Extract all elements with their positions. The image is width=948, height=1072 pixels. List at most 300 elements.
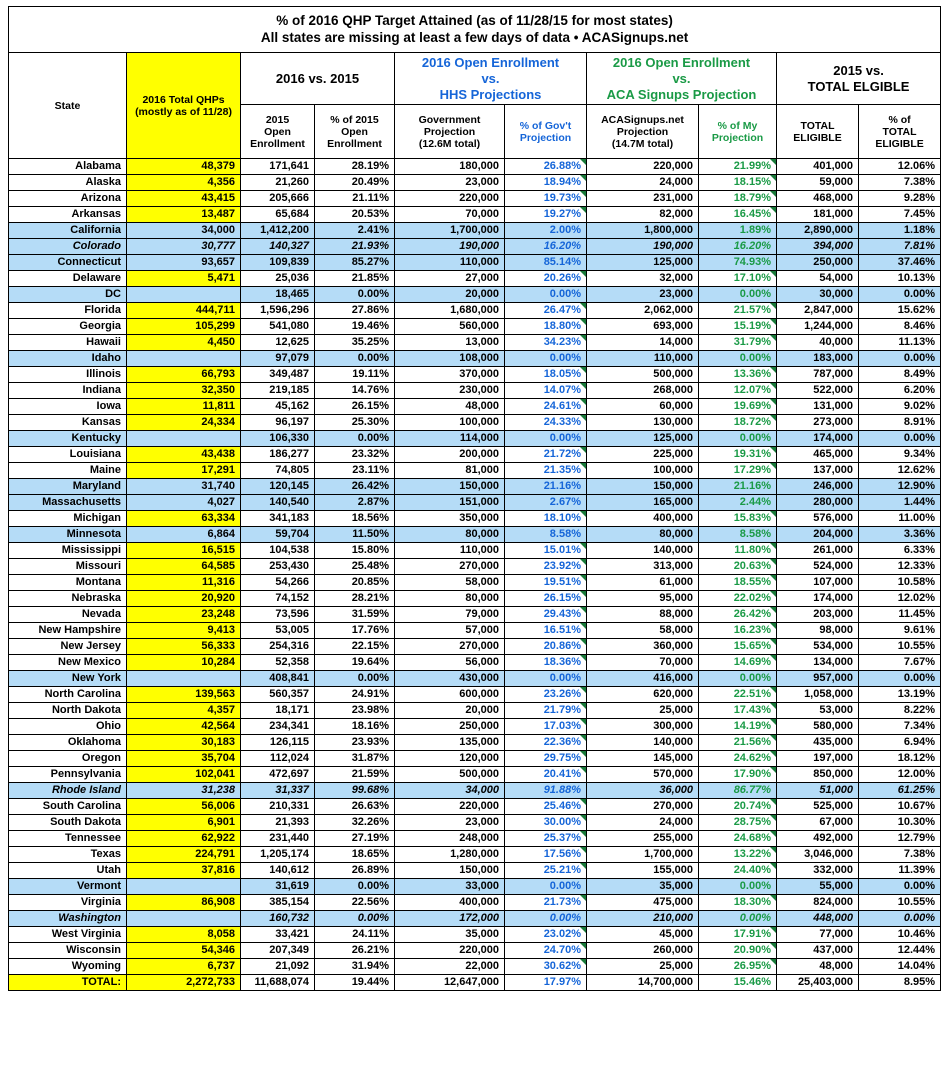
row-pct-my-projection: 28.75% xyxy=(699,815,777,831)
row-state: Delaware xyxy=(9,271,127,287)
row-total-eligible: 55,000 xyxy=(777,879,859,895)
row-pct-total-eligible: 37.46% xyxy=(859,255,941,271)
row-pct-2015: 0.00% xyxy=(315,287,395,303)
row-total-eligible: 534,000 xyxy=(777,639,859,655)
row-pct-gov-projection: 17.03% xyxy=(505,719,587,735)
row-government-projection: 23,000 xyxy=(395,175,505,191)
row-pct-my-projection: 17.29% xyxy=(699,463,777,479)
row-2015-open-enrollment: 385,154 xyxy=(241,895,315,911)
header-pcteli-line1: % of xyxy=(888,113,911,126)
row-total-qhps xyxy=(127,671,241,687)
row-pct-gov-projection: 20.41% xyxy=(505,767,587,783)
row-acasignups-projection: 270,000 xyxy=(587,799,699,815)
table-row xyxy=(9,751,941,767)
row-pct-gov-projection: 34.23% xyxy=(505,335,587,351)
row-pct-total-eligible: 10.13% xyxy=(859,271,941,287)
row-total-eligible: 522,000 xyxy=(777,383,859,399)
header-total-qhps-line2: (mostly as of 11/28) xyxy=(135,105,232,118)
row-pct-gov-projection: 25.21% xyxy=(505,863,587,879)
row-2015-open-enrollment: 12,625 xyxy=(241,335,315,351)
row-acasignups-projection: 36,000 xyxy=(587,783,699,799)
row-total-eligible: 448,000 xyxy=(777,911,859,927)
row-total-eligible: 30,000 xyxy=(777,287,859,303)
table-row xyxy=(9,255,941,271)
row-acasignups-projection: 190,000 xyxy=(587,239,699,255)
row-state: Georgia xyxy=(9,319,127,335)
row-total-eligible: 787,000 xyxy=(777,367,859,383)
row-acasignups-projection: 268,000 xyxy=(587,383,699,399)
row-government-projection: 80,000 xyxy=(395,527,505,543)
row-government-projection: 35,000 xyxy=(395,927,505,943)
row-pct-my-projection: 17.10% xyxy=(699,271,777,287)
row-total-eligible: 54,000 xyxy=(777,271,859,287)
row-2015-open-enrollment: 59,704 xyxy=(241,527,315,543)
row-total-eligible: 107,000 xyxy=(777,575,859,591)
header-total-eligible xyxy=(777,105,859,159)
row-total-qhps: 34,000 xyxy=(127,223,241,239)
row-total-qhps: 6,864 xyxy=(127,527,241,543)
row-pct-gov-projection: 30.00% xyxy=(505,815,587,831)
row-total-eligible: 273,000 xyxy=(777,415,859,431)
row-pct-gov-projection: 18.80% xyxy=(505,319,587,335)
row-pct-gov-projection: 16.51% xyxy=(505,623,587,639)
row-pct-gov-projection: 21.35% xyxy=(505,463,587,479)
row-pct-gov-projection: 16.20% xyxy=(505,239,587,255)
row-acasignups-projection: 620,000 xyxy=(587,687,699,703)
row-total-qhps: 31,740 xyxy=(127,479,241,495)
row-pct-gov-projection: 0.00% xyxy=(505,879,587,895)
row-2015-open-enrollment: 21,393 xyxy=(241,815,315,831)
table-row xyxy=(9,607,941,623)
row-state: Massachusetts xyxy=(9,495,127,511)
row-pct-gov-projection: 18.10% xyxy=(505,511,587,527)
row-2015-open-enrollment: 160,732 xyxy=(241,911,315,927)
row-acasignups-projection: 260,000 xyxy=(587,943,699,959)
row-pct-gov-projection: 24.33% xyxy=(505,415,587,431)
header-eligible-line2: ELIGIBLE xyxy=(793,131,842,144)
row-2015-open-enrollment: 18,171 xyxy=(241,703,315,719)
row-pct-total-eligible: 6.33% xyxy=(859,543,941,559)
row-2015-open-enrollment: 33,421 xyxy=(241,927,315,943)
row-2015-open-enrollment: 1,205,174 xyxy=(241,847,315,863)
total-row xyxy=(9,975,941,991)
row-pct-total-eligible: 0.00% xyxy=(859,351,941,367)
row-state: Rhode Island xyxy=(9,783,127,799)
row-pct-gov-projection: 19.27% xyxy=(505,207,587,223)
row-total-qhps: 35,704 xyxy=(127,751,241,767)
row-pct-2015: 0.00% xyxy=(315,911,395,927)
header-acasignups-projection xyxy=(587,105,699,159)
row-2015-open-enrollment: 25,036 xyxy=(241,271,315,287)
row-pct-my-projection: 26.42% xyxy=(699,607,777,623)
row-pct-my-projection: 26.95% xyxy=(699,959,777,975)
table-row xyxy=(9,543,941,559)
row-pct-2015: 21.11% xyxy=(315,191,395,207)
row-acasignups-projection: 25,000 xyxy=(587,959,699,975)
row-pct-gov-projection: 18.94% xyxy=(505,175,587,191)
row-state: Maine xyxy=(9,463,127,479)
row-2015-open-enrollment: 74,152 xyxy=(241,591,315,607)
row-pct-total-eligible: 0.00% xyxy=(859,879,941,895)
row-pct-total-eligible: 8.22% xyxy=(859,703,941,719)
row-pct-2015: 0.00% xyxy=(315,671,395,687)
group-hhs-line1: 2016 Open Enrollment xyxy=(421,54,560,70)
row-government-projection: 70,000 xyxy=(395,207,505,223)
row-pct-2015: 19.11% xyxy=(315,367,395,383)
row-total-eligible: 957,000 xyxy=(777,671,859,687)
row-pct-gov-projection: 30.62% xyxy=(505,959,587,975)
row-acasignups-projection: 58,000 xyxy=(587,623,699,639)
row-pct-my-projection: 15.65% xyxy=(699,639,777,655)
group-aca-line1: 2016 Open Enrollment xyxy=(612,54,751,70)
row-government-projection: 58,000 xyxy=(395,575,505,591)
row-government-projection: 150,000 xyxy=(395,863,505,879)
row-pct-2015: 0.00% xyxy=(315,431,395,447)
row-pct-my-projection: 86.77% xyxy=(699,783,777,799)
row-acasignups-projection: 2,062,000 xyxy=(587,303,699,319)
table-row xyxy=(9,799,941,815)
row-2015-open-enrollment: 96,197 xyxy=(241,415,315,431)
title-line-2: All states are missing at least a few days of data • ACASignups.net xyxy=(260,30,689,45)
row-2015-open-enrollment: 472,697 xyxy=(241,767,315,783)
total-pct-gov-projection: 17.97% xyxy=(505,975,587,991)
row-acasignups-projection: 80,000 xyxy=(587,527,699,543)
header-eligible-line1: TOTAL xyxy=(800,119,835,132)
row-pct-total-eligible: 12.62% xyxy=(859,463,941,479)
row-pct-total-eligible: 1.44% xyxy=(859,495,941,511)
header-gov-line2: Projection xyxy=(423,125,476,138)
table-row xyxy=(9,559,941,575)
row-2015-open-enrollment: 341,183 xyxy=(241,511,315,527)
row-government-projection: 110,000 xyxy=(395,255,505,271)
row-pct-my-projection: 21.57% xyxy=(699,303,777,319)
row-pct-2015: 32.26% xyxy=(315,815,395,831)
row-pct-gov-projection: 26.88% xyxy=(505,159,587,175)
row-state: Virginia xyxy=(9,895,127,911)
table-row xyxy=(9,671,941,687)
row-state: Texas xyxy=(9,847,127,863)
row-total-eligible: 59,000 xyxy=(777,175,859,191)
row-government-projection: 56,000 xyxy=(395,655,505,671)
table-row xyxy=(9,767,941,783)
row-pct-total-eligible: 6.20% xyxy=(859,383,941,399)
group-aca-line3: ACA Signups Projection xyxy=(606,86,757,102)
row-total-eligible: 1,244,000 xyxy=(777,319,859,335)
table-row xyxy=(9,447,941,463)
row-state: Alaska xyxy=(9,175,127,191)
row-government-projection: 151,000 xyxy=(395,495,505,511)
row-total-eligible: 401,000 xyxy=(777,159,859,175)
row-2015-open-enrollment: 74,805 xyxy=(241,463,315,479)
row-pct-my-projection: 20.90% xyxy=(699,943,777,959)
row-total-eligible: 437,000 xyxy=(777,943,859,959)
row-pct-2015: 11.50% xyxy=(315,527,395,543)
row-acasignups-projection: 24,000 xyxy=(587,815,699,831)
row-total-eligible: 580,000 xyxy=(777,719,859,735)
table-row xyxy=(9,831,941,847)
row-pct-total-eligible: 9.61% xyxy=(859,623,941,639)
row-government-projection: 57,000 xyxy=(395,623,505,639)
row-acasignups-projection: 570,000 xyxy=(587,767,699,783)
row-acasignups-projection: 210,000 xyxy=(587,911,699,927)
row-acasignups-projection: 61,000 xyxy=(587,575,699,591)
row-pct-my-projection: 20.74% xyxy=(699,799,777,815)
row-state: California xyxy=(9,223,127,239)
header-oe2015-line1: 2015 xyxy=(265,113,290,126)
row-pct-total-eligible: 12.00% xyxy=(859,767,941,783)
row-pct-my-projection: 18.15% xyxy=(699,175,777,191)
total-total-eligible: 25,403,000 xyxy=(777,975,859,991)
row-government-projection: 150,000 xyxy=(395,479,505,495)
row-government-projection: 400,000 xyxy=(395,895,505,911)
row-government-projection: 500,000 xyxy=(395,767,505,783)
row-state: Nebraska xyxy=(9,591,127,607)
row-acasignups-projection: 225,000 xyxy=(587,447,699,463)
row-government-projection: 248,000 xyxy=(395,831,505,847)
row-total-qhps: 444,711 xyxy=(127,303,241,319)
row-total-qhps: 30,183 xyxy=(127,735,241,751)
row-government-projection: 560,000 xyxy=(395,319,505,335)
row-pct-total-eligible: 10.58% xyxy=(859,575,941,591)
row-pct-gov-projection: 23.26% xyxy=(505,687,587,703)
row-government-projection: 220,000 xyxy=(395,943,505,959)
table-row xyxy=(9,495,941,511)
row-government-projection: 190,000 xyxy=(395,239,505,255)
row-pct-gov-projection: 18.36% xyxy=(505,655,587,671)
row-pct-gov-projection: 22.36% xyxy=(505,735,587,751)
row-state: Wyoming xyxy=(9,959,127,975)
row-government-projection: 350,000 xyxy=(395,511,505,527)
row-total-qhps: 224,791 xyxy=(127,847,241,863)
row-total-eligible: 280,000 xyxy=(777,495,859,511)
row-2015-open-enrollment: 31,619 xyxy=(241,879,315,895)
row-pct-gov-projection: 21.16% xyxy=(505,479,587,495)
qhp-table xyxy=(8,6,941,991)
row-government-projection: 220,000 xyxy=(395,191,505,207)
row-pct-gov-projection: 21.73% xyxy=(505,895,587,911)
row-pct-my-projection: 18.55% xyxy=(699,575,777,591)
row-pct-total-eligible: 61.25% xyxy=(859,783,941,799)
table-row xyxy=(9,639,941,655)
row-pct-gov-projection: 85.14% xyxy=(505,255,587,271)
table-row xyxy=(9,207,941,223)
table-row xyxy=(9,175,941,191)
table-row xyxy=(9,367,941,383)
row-government-projection: 27,000 xyxy=(395,271,505,287)
row-government-projection: 79,000 xyxy=(395,607,505,623)
row-pct-total-eligible: 0.00% xyxy=(859,431,941,447)
row-2015-open-enrollment: 45,162 xyxy=(241,399,315,415)
row-2015-open-enrollment: 73,596 xyxy=(241,607,315,623)
row-pct-total-eligible: 9.02% xyxy=(859,399,941,415)
row-total-qhps: 23,248 xyxy=(127,607,241,623)
header-gov-line1: Government xyxy=(418,113,481,126)
row-pct-my-projection: 19.69% xyxy=(699,399,777,415)
group-eligible-line2: TOTAL ELGIBLE xyxy=(807,78,910,94)
row-total-qhps: 56,333 xyxy=(127,639,241,655)
row-pct-total-eligible: 14.04% xyxy=(859,959,941,975)
row-acasignups-projection: 88,000 xyxy=(587,607,699,623)
header-aca-line3: (14.7M total) xyxy=(611,137,674,150)
table-row xyxy=(9,527,941,543)
row-government-projection: 20,000 xyxy=(395,703,505,719)
row-pct-gov-projection: 2.67% xyxy=(505,495,587,511)
row-acasignups-projection: 125,000 xyxy=(587,431,699,447)
row-total-qhps: 9,413 xyxy=(127,623,241,639)
table-row xyxy=(9,223,941,239)
row-total-qhps: 66,793 xyxy=(127,367,241,383)
row-government-projection: 22,000 xyxy=(395,959,505,975)
row-acasignups-projection: 400,000 xyxy=(587,511,699,527)
row-pct-2015: 23.32% xyxy=(315,447,395,463)
row-pct-my-projection: 1.89% xyxy=(699,223,777,239)
row-government-projection: 100,000 xyxy=(395,415,505,431)
row-pct-total-eligible: 12.79% xyxy=(859,831,941,847)
row-total-qhps xyxy=(127,911,241,927)
table-row xyxy=(9,687,941,703)
row-pct-2015: 0.00% xyxy=(315,879,395,895)
row-pct-2015: 24.91% xyxy=(315,687,395,703)
table-row xyxy=(9,847,941,863)
table-row xyxy=(9,911,941,927)
row-pct-gov-projection: 24.61% xyxy=(505,399,587,415)
row-pct-total-eligible: 1.18% xyxy=(859,223,941,239)
row-state: Arizona xyxy=(9,191,127,207)
table-row xyxy=(9,191,941,207)
row-pct-total-eligible: 13.19% xyxy=(859,687,941,703)
row-pct-gov-projection: 18.05% xyxy=(505,367,587,383)
row-pct-2015: 17.76% xyxy=(315,623,395,639)
row-total-qhps: 54,346 xyxy=(127,943,241,959)
row-pct-gov-projection: 0.00% xyxy=(505,351,587,367)
row-acasignups-projection: 60,000 xyxy=(587,399,699,415)
row-acasignups-projection: 125,000 xyxy=(587,255,699,271)
row-pct-total-eligible: 10.46% xyxy=(859,927,941,943)
row-pct-my-projection: 31.79% xyxy=(699,335,777,351)
row-state: Nevada xyxy=(9,607,127,623)
table-row xyxy=(9,879,941,895)
row-pct-2015: 31.87% xyxy=(315,751,395,767)
row-pct-my-projection: 16.20% xyxy=(699,239,777,255)
row-pct-my-projection: 0.00% xyxy=(699,351,777,367)
row-2015-open-enrollment: 560,357 xyxy=(241,687,315,703)
row-pct-2015: 0.00% xyxy=(315,351,395,367)
row-pct-2015: 27.19% xyxy=(315,831,395,847)
row-state: Louisiana xyxy=(9,447,127,463)
row-government-projection: 120,000 xyxy=(395,751,505,767)
row-pct-total-eligible: 7.38% xyxy=(859,847,941,863)
row-pct-total-eligible: 7.81% xyxy=(859,239,941,255)
row-total-qhps xyxy=(127,879,241,895)
row-pct-total-eligible: 12.02% xyxy=(859,591,941,607)
row-2015-open-enrollment: 109,839 xyxy=(241,255,315,271)
row-pct-gov-projection: 26.47% xyxy=(505,303,587,319)
title-row xyxy=(9,7,941,53)
table-row xyxy=(9,431,941,447)
row-government-projection: 220,000 xyxy=(395,799,505,815)
row-pct-total-eligible: 12.33% xyxy=(859,559,941,575)
row-pct-total-eligible: 3.36% xyxy=(859,527,941,543)
row-pct-my-projection: 16.23% xyxy=(699,623,777,639)
total-qhps: 2,272,733 xyxy=(127,975,241,991)
row-government-projection: 180,000 xyxy=(395,159,505,175)
row-total-qhps: 30,777 xyxy=(127,239,241,255)
row-total-qhps xyxy=(127,287,241,303)
row-government-projection: 110,000 xyxy=(395,543,505,559)
row-pct-2015: 99.68% xyxy=(315,783,395,799)
row-pct-2015: 20.53% xyxy=(315,207,395,223)
row-state: Kansas xyxy=(9,415,127,431)
row-pct-gov-projection: 0.00% xyxy=(505,911,587,927)
row-pct-my-projection: 13.36% xyxy=(699,367,777,383)
row-pct-gov-projection: 26.15% xyxy=(505,591,587,607)
row-2015-open-enrollment: 234,341 xyxy=(241,719,315,735)
row-state: Illinois xyxy=(9,367,127,383)
row-total-eligible: 525,000 xyxy=(777,799,859,815)
row-pct-total-eligible: 11.00% xyxy=(859,511,941,527)
row-government-projection: 430,000 xyxy=(395,671,505,687)
row-state: New York xyxy=(9,671,127,687)
row-pct-2015: 14.76% xyxy=(315,383,395,399)
total-pct-total-eligible: 8.95% xyxy=(859,975,941,991)
row-2015-open-enrollment: 54,266 xyxy=(241,575,315,591)
row-pct-2015: 24.11% xyxy=(315,927,395,943)
row-pct-my-projection: 8.58% xyxy=(699,527,777,543)
row-pct-2015: 26.21% xyxy=(315,943,395,959)
row-2015-open-enrollment: 254,316 xyxy=(241,639,315,655)
table-row xyxy=(9,415,941,431)
group-header-row xyxy=(9,53,941,105)
header-aca-line2: Projection xyxy=(616,125,669,138)
header-pcteli-line2: TOTAL xyxy=(882,125,917,138)
row-acasignups-projection: 150,000 xyxy=(587,479,699,495)
row-pct-my-projection: 21.99% xyxy=(699,159,777,175)
row-total-eligible: 98,000 xyxy=(777,623,859,639)
table-row xyxy=(9,815,941,831)
row-total-qhps: 10,284 xyxy=(127,655,241,671)
row-total-qhps: 62,922 xyxy=(127,831,241,847)
row-pct-2015: 25.30% xyxy=(315,415,395,431)
row-2015-open-enrollment: 112,024 xyxy=(241,751,315,767)
row-2015-open-enrollment: 408,841 xyxy=(241,671,315,687)
row-pct-total-eligible: 7.34% xyxy=(859,719,941,735)
row-pct-my-projection: 21.56% xyxy=(699,735,777,751)
row-pct-2015: 18.56% xyxy=(315,511,395,527)
row-total-qhps: 11,316 xyxy=(127,575,241,591)
row-pct-my-projection: 0.00% xyxy=(699,287,777,303)
header-pctgov-line2: Projection xyxy=(519,131,572,144)
row-pct-gov-projection: 25.37% xyxy=(505,831,587,847)
row-pct-my-projection: 19.31% xyxy=(699,447,777,463)
row-pct-gov-projection: 23.02% xyxy=(505,927,587,943)
row-state: Indiana xyxy=(9,383,127,399)
row-2015-open-enrollment: 106,330 xyxy=(241,431,315,447)
row-total-qhps xyxy=(127,431,241,447)
table-row xyxy=(9,479,941,495)
row-total-eligible: 332,000 xyxy=(777,863,859,879)
row-total-eligible: 468,000 xyxy=(777,191,859,207)
row-acasignups-projection: 35,000 xyxy=(587,879,699,895)
row-state: Tennessee xyxy=(9,831,127,847)
total-2015-open-enrollment: 11,688,074 xyxy=(241,975,315,991)
header-gov-line3: (12.6M total) xyxy=(418,137,481,150)
row-acasignups-projection: 24,000 xyxy=(587,175,699,191)
row-state: Michigan xyxy=(9,511,127,527)
header-2015-open-enrollment xyxy=(241,105,315,159)
table-row xyxy=(9,383,941,399)
table-row xyxy=(9,655,941,671)
row-total-qhps: 48,379 xyxy=(127,159,241,175)
